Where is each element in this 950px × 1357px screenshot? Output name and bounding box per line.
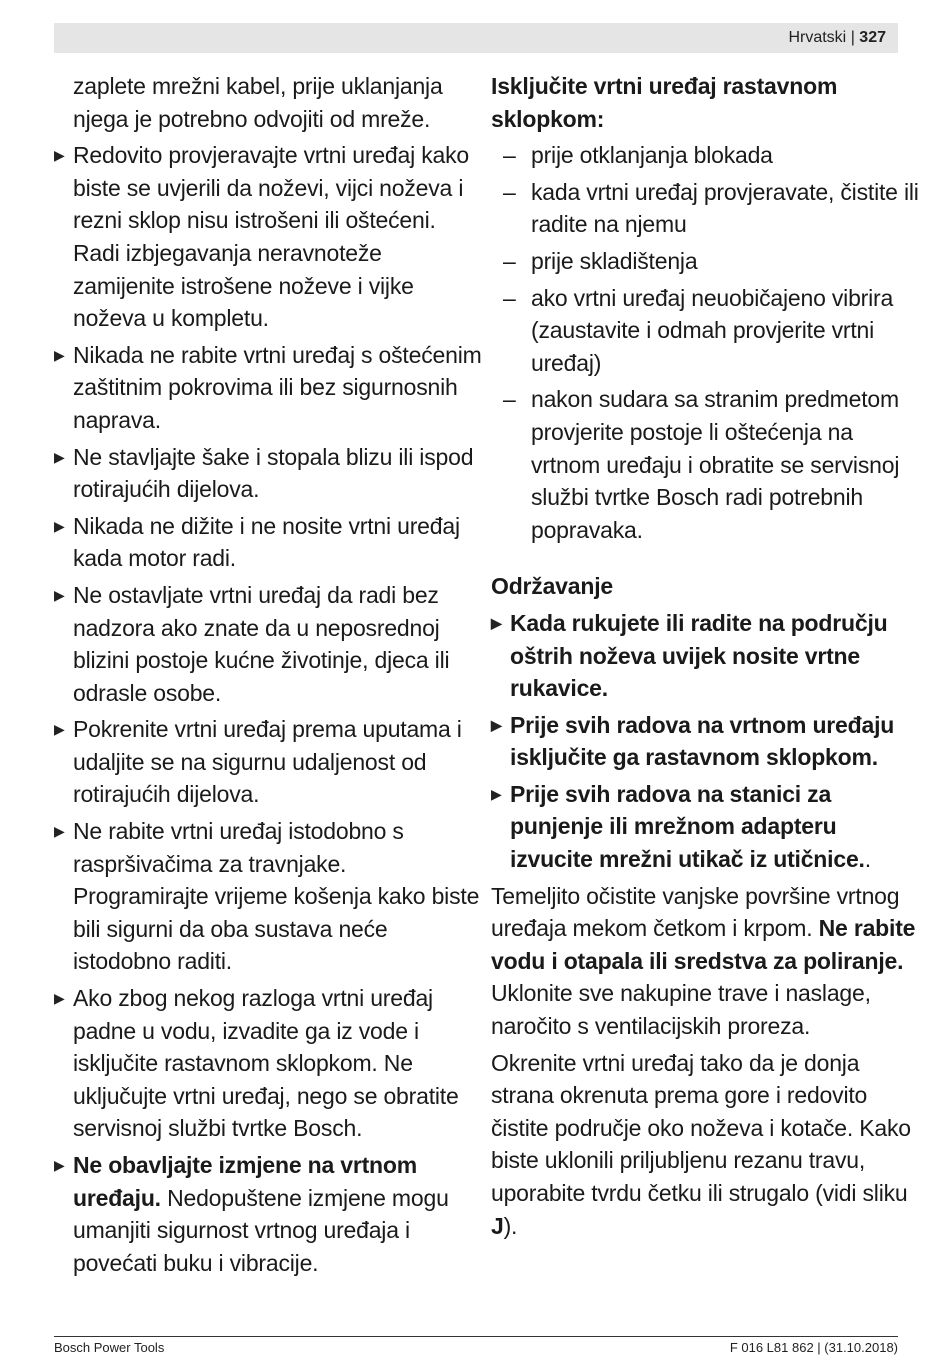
bullet-item — [54, 339, 484, 437]
page-number: 327 — [859, 29, 886, 46]
bullet-arrow-icon: ▶ — [491, 785, 502, 802]
left-column — [54, 70, 484, 1283]
bullet-item — [54, 441, 484, 506]
dash-item — [491, 383, 921, 546]
bullet-item — [54, 1149, 484, 1279]
bullet-bold-text: Ne obavljajte izmjene na vrtnom uređaju. — [73, 1152, 418, 1211]
bullet-text: Nikada ne dižite i ne nosite vrtni uređaj kada motor radi. — [73, 512, 460, 572]
bullet-arrow-icon: ▶ — [54, 721, 65, 738]
bullet-text: Ne rabite vrtni uređaj istodobno s raspršivačima za travnjake. Programirajte vrijeme košenja kako biste bili sigurni da oba sustava neće istodobno raditi. — [73, 818, 480, 975]
bullet-text: Kada rukujete ili radite na području oštrih noževa uvijek nosite vrtne rukavice. — [510, 609, 888, 702]
bullet-arrow-icon: ▶ — [491, 614, 502, 631]
bullet-text: Nedopuštene izmjene mogu umanjiti sigurnost vrtnog uređaja i povećati buku i vibracije. — [73, 1184, 449, 1276]
bullet-item — [54, 579, 484, 709]
bullet-item — [54, 982, 484, 1145]
dash-item — [491, 245, 921, 278]
dash-icon: – — [503, 284, 516, 311]
bullet-trail: . — [864, 846, 871, 873]
bullet-arrow-icon: ▶ — [54, 990, 65, 1007]
bullet-text: Prije svih radova na vrtnom uređaju isključite ga rastavnom sklopkom. — [510, 711, 895, 771]
dash-item — [491, 282, 921, 380]
bullet-text: Ne stavljajte šake i stopala blizu ili ispod rotirajućih dijelova. — [73, 443, 474, 503]
bullet-item — [54, 510, 484, 575]
right-column — [491, 70, 921, 1246]
page-header — [54, 23, 898, 53]
dash-icon: – — [503, 142, 516, 169]
switch-off-heading: Isključite vrtni uređaj rastavnom sklopkom: — [491, 73, 838, 132]
bullet-arrow-icon: ▶ — [54, 1157, 65, 1173]
header-text — [788, 29, 886, 47]
bullet-arrow-icon: ▶ — [54, 147, 65, 164]
bullet-arrow-icon: ▶ — [54, 517, 65, 534]
bullet-item — [54, 815, 484, 978]
paragraph-bold-text: Ne rabite vodu i otapala ili sredstva za poliranje. — [491, 915, 916, 974]
bullet-text: Redovito provjeravajte vrtni uređaj kako biste se uvjerili da noževi, vijci noževa i rezni sklop nisu istrošeni ili oštećeni. Radi izbjegavanja neravnoteže zamijenite istrošene noževe i vijke noževa u kompletu. — [73, 142, 469, 332]
dash-text: nakon sudara sa stranim predmetom provjerite postoje li oštećenja na vrtnom uređaju i obratite se servisnoj službi tvrtke Bosch radi potrebnih popravaka. — [531, 386, 900, 543]
bullet-item — [54, 139, 484, 335]
intro-paragraph: zaplete mrežni kabel, prije uklanjanja njega je potrebno odvojiti od mreže. — [73, 73, 443, 132]
bullet-arrow-icon: ▶ — [54, 346, 65, 363]
bullet-item — [491, 607, 921, 705]
paragraph-text: Uklonite sve nakupine trave i naslage, naročito s ventilacijskih proreza. — [491, 980, 871, 1040]
dash-text: prije otklanjanja blokada — [531, 142, 773, 169]
paragraph-text: Okrenite vrtni uređaj tako da je donja strana okrenuta prema gore i redovito čistite područje oko noževa i kotače. Kako biste uklonili priljubljenu rezanu travu, uporabite tvrdu četku ili strugalo (vidi sliku — [491, 1049, 911, 1206]
bullet-item — [491, 709, 921, 774]
bullet-item — [54, 713, 484, 811]
bullet-text: Nikada ne rabite vrtni uređaj s oštećenim zaštitnim pokrovima ili bez sigurnosnih naprava. — [73, 341, 482, 433]
bullet-item — [491, 778, 921, 876]
footer-divider — [54, 1336, 898, 1337]
cleaning-paragraph — [491, 880, 921, 1043]
bullet-arrow-icon: ▶ — [491, 716, 502, 733]
bullet-text: Pokrenite vrtni uređaj prema uputama i udaljite se na sigurnu udaljenost od rotirajućih dijelova. — [73, 716, 462, 808]
dash-text: prije skladištenja — [531, 247, 698, 274]
underside-paragraph — [491, 1047, 921, 1243]
dash-icon: – — [503, 247, 516, 274]
dash-text: ako vrtni uređaj neuobičajeno vibrira (zaustavite i odmah provjerite vrtni uređaj) — [531, 284, 894, 376]
paragraph-text: ). — [503, 1212, 518, 1239]
dash-item — [491, 176, 921, 241]
bullet-text: Ne ostavljate vrtni uređaj da radi bez nadzora ako znate da u neposrednoj blizini postoje kućne životinje, djeca ili odrasle osobe. — [73, 581, 450, 706]
dash-item — [491, 139, 921, 172]
dash-icon: – — [503, 178, 516, 205]
header-language: Hrvatski — [788, 29, 847, 46]
paragraph-text: Temeljito očistite vanjske površine vrtnog uređaja mekom četkom i krpom. — [491, 882, 900, 942]
bullet-text: Prije svih radova na stanici za punjenje ili mrežnom adapteru izvucite mrežni utikač iz utičnice. — [510, 780, 865, 873]
dash-icon: – — [503, 386, 516, 413]
dash-text: kada vrtni uređaj provjeravate, čistite ili radite na njemu — [531, 178, 919, 238]
footer-brand: Bosch Power Tools — [54, 1340, 165, 1355]
header-separator: | — [850, 29, 855, 46]
section-title: Održavanje — [491, 573, 613, 600]
bullet-text: Ako zbog nekog razloga vrtni uređaj padne u vodu, izvadite ga iz vode i isključite rastavnom sklopkom. Ne uključujte vrtni uređaj, nego se obratite servisnoj službi tvrtke Bosch. — [73, 985, 459, 1142]
figure-ref: J — [491, 1212, 504, 1239]
bullet-arrow-icon: ▶ — [54, 586, 65, 603]
footer-doc-id: F 016 L81 862 | (31.10.2018) — [729, 1340, 898, 1355]
bullet-arrow-icon: ▶ — [54, 823, 65, 840]
bullet-arrow-icon: ▶ — [54, 448, 65, 465]
